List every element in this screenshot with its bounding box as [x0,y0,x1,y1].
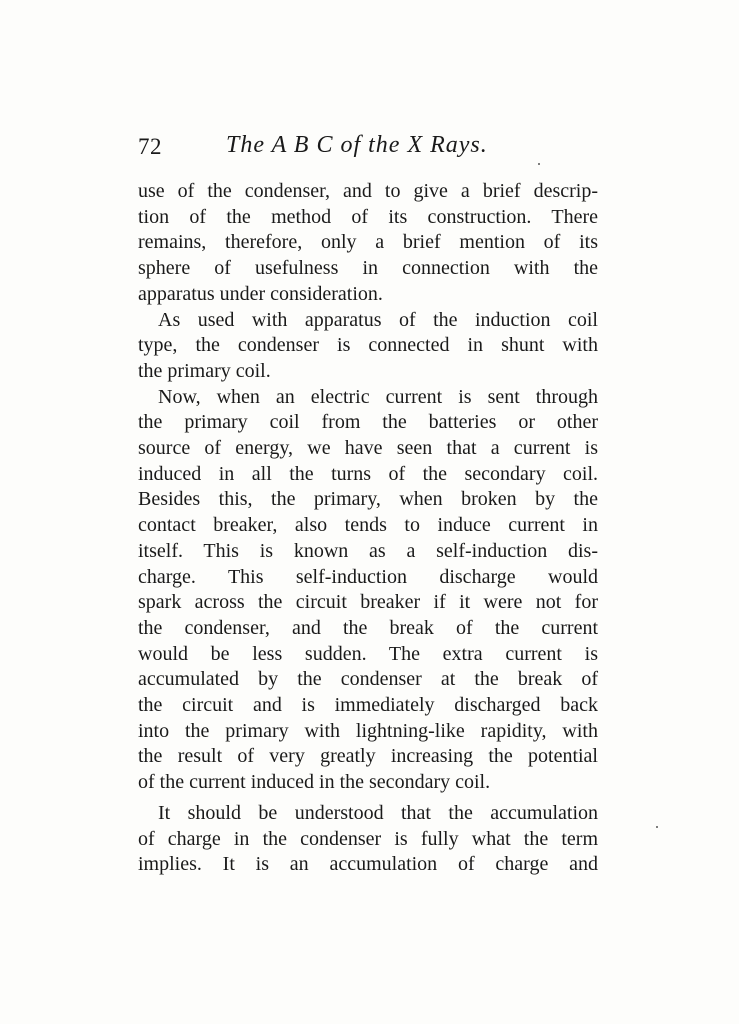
text-line: charge. This self-induction discharge would [138,565,598,588]
text-line: apparatus under consideration. [138,282,383,305]
text-line: accumulated by the condenser at the break of [138,668,598,691]
text-line: induced in all the turns of the secondary coil. [138,462,598,485]
text-line: source of energy, we have seen that a current is [138,437,598,460]
paragraph-1 [138,179,598,308]
text-line: sphere of usefulness in connection with the [138,257,598,280]
text-line: the circuit and is immediately discharged back [138,694,598,717]
text-line: of charge in the condenser is fully what the term [138,827,598,850]
text-line: contact breaker, also tends to induce current in [138,514,598,537]
paragraph-3 [138,385,598,796]
text-line: Now, when an electric current is sent through [158,385,598,408]
paragraph-2 [138,308,598,385]
text-line: use of the condenser, and to give a brief descrip- [138,180,598,202]
text-line: into the primary with lightning-like rapidity, with [138,719,598,742]
text-line: the condenser, and the break of the current [138,616,598,639]
paragraph-4 [138,801,598,878]
text-line: Besides this, the primary, when broken by the [138,488,598,511]
page-number: 72 [138,134,162,159]
text-line: of the current induced in the secondary coil. [138,771,491,794]
text-line: It should be understood that the accumulation [158,801,598,824]
text-line: would be less sudden. The extra current is [138,642,598,665]
text-line: tion of the method of its construction. There [138,205,598,228]
ink-speck [656,826,658,828]
text-line: itself. This is known as a self-induction dis- [138,539,598,562]
text-line: the result of very greatly increasing the potential [138,745,598,768]
text-line: spark across the circuit breaker if it were not for [138,591,598,614]
text-line: the primary coil from the batteries or other [138,411,598,434]
text-line: type, the condenser is connected in shunt with [138,334,598,357]
text-line: the primary coil. [138,359,271,382]
ink-speck [538,163,540,165]
page-header [138,134,598,174]
running-title: The A B C of the X Rays. [226,132,488,158]
text-line: As used with apparatus of the induction coil [158,308,598,331]
body-text [138,179,598,878]
text-line: implies. It is an accumulation of charge and [138,853,598,876]
text-line: remains, therefore, only a brief mention of its [138,231,598,254]
